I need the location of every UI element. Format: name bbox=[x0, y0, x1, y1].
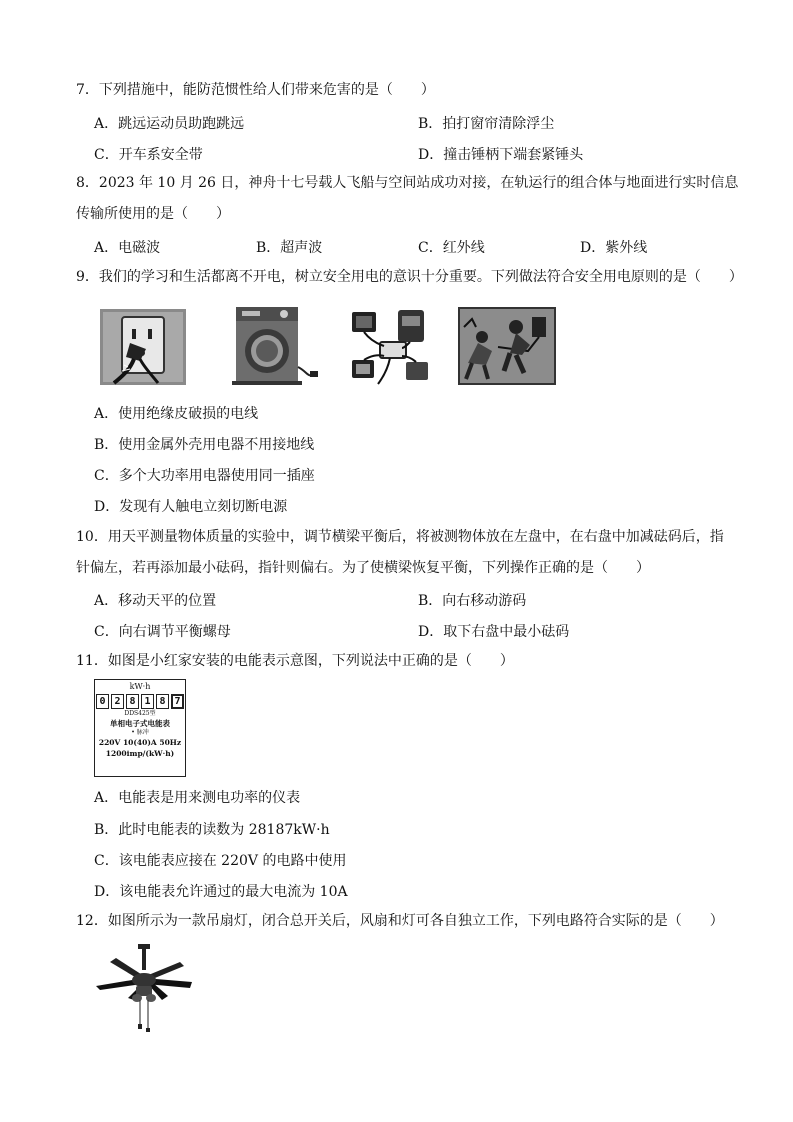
question-9-stem: 9．我们的学习和生活都离不开电，树立安全用电的意识十分重要。下列做法符合安全用电原则的是（ ） bbox=[76, 269, 743, 285]
q7-option-b[interactable]: B．拍打窗帘清除浮尘 bbox=[418, 116, 555, 132]
q9-option-d[interactable]: D．发现有人触电立刻切断电源 bbox=[94, 499, 288, 515]
ceiling-fan-lamp-image bbox=[92, 944, 196, 1032]
question-8-stem-line2: 传输所使用的是（ ） bbox=[76, 206, 230, 222]
meter-digit: 8 bbox=[156, 694, 169, 709]
q11-option-d[interactable]: D．该电能表允许通过的最大电流为 10A bbox=[94, 884, 348, 900]
meter-digit: 0 bbox=[96, 694, 109, 709]
meter-digit: 8 bbox=[126, 694, 139, 709]
q7-option-d[interactable]: D．撞击锤柄下端套紧锤头 bbox=[418, 147, 584, 163]
question-10-stem-line2: 针偏左，若再添加最小砝码，指针则偏右。为了使横梁恢复平衡，下列操作正确的是（ ） bbox=[76, 560, 650, 576]
meter-digit: 1 bbox=[141, 694, 154, 709]
q10-option-a[interactable]: A．移动天平的位置 bbox=[94, 593, 217, 609]
meter-pulse: • 脉冲 bbox=[131, 729, 149, 736]
q11-option-c[interactable]: C．该电能表应接在 220V 的电路中使用 bbox=[94, 853, 347, 869]
meter-unit: kW·h bbox=[129, 682, 151, 691]
q8-option-c[interactable]: C．红外线 bbox=[418, 240, 485, 256]
question-12-stem: 12．如图所示为一款吊扇灯，闭合总开关后，风扇和灯可各自独立工作，下列电路符合实际的是（ ） bbox=[76, 913, 724, 929]
q9-option-b[interactable]: B．使用金属外壳用电器不用接地线 bbox=[94, 437, 315, 453]
question-7-stem: 7．下列措施中，能防范惯性给人们带来危害的是（ ） bbox=[76, 82, 435, 98]
meter-digits bbox=[95, 694, 185, 709]
meter-rating: 220V 10(40)A 50Hz bbox=[98, 738, 182, 747]
question-10-stem-line1: 10．用天平测量物体质量的实验中，调节横梁平衡后，将被测物体放在左盘中，在右盘中加减砝码后，指 bbox=[76, 529, 724, 545]
question-11-stem: 11．如图是小红家安装的电能表示意图，下列说法中正确的是（ ） bbox=[76, 653, 514, 669]
washing-machine-image bbox=[228, 305, 320, 387]
q8-option-a[interactable]: A．电磁波 bbox=[94, 240, 161, 256]
electric-shock-rescue-image bbox=[458, 307, 556, 385]
q10-option-d[interactable]: D．取下右盘中最小砝码 bbox=[418, 624, 570, 640]
electric-meter-diagram bbox=[94, 679, 186, 777]
q7-option-a[interactable]: A．跳远运动员助跑跳远 bbox=[94, 116, 245, 132]
meter-digit-decimal: 7 bbox=[171, 694, 184, 709]
meter-model: DDS425型 bbox=[124, 710, 156, 717]
q10-option-b[interactable]: B．向右移动游码 bbox=[418, 593, 527, 609]
q9-option-a[interactable]: A．使用绝缘皮破损的电线 bbox=[94, 406, 259, 422]
meter-digit: 2 bbox=[111, 694, 124, 709]
meter-name: 单相电子式电能表 bbox=[110, 719, 170, 728]
q8-option-d[interactable]: D．紫外线 bbox=[580, 240, 648, 256]
q8-option-b[interactable]: B．超声波 bbox=[256, 240, 323, 256]
q11-option-a[interactable]: A．电能表是用来测电功率的仪表 bbox=[94, 790, 301, 806]
q9-option-c[interactable]: C．多个大功率用电器使用同一插座 bbox=[94, 468, 315, 484]
overloaded-socket-image bbox=[350, 306, 432, 386]
question-8-stem-line1: 8．2023 年 10 月 26 日，神舟十七号载人飞船与空间站成功对接，在轨运行的组合体与地面进行实时信息 bbox=[76, 175, 739, 191]
q10-option-c[interactable]: C．向右调节平衡螺母 bbox=[94, 624, 231, 640]
q7-option-c[interactable]: C．开车系安全带 bbox=[94, 147, 203, 163]
q11-option-b[interactable]: B．此时电能表的读数为 28187kW·h bbox=[94, 822, 330, 838]
meter-constant: 1200imp/(kW·h) bbox=[105, 749, 175, 758]
damaged-outlet-image bbox=[100, 309, 186, 385]
